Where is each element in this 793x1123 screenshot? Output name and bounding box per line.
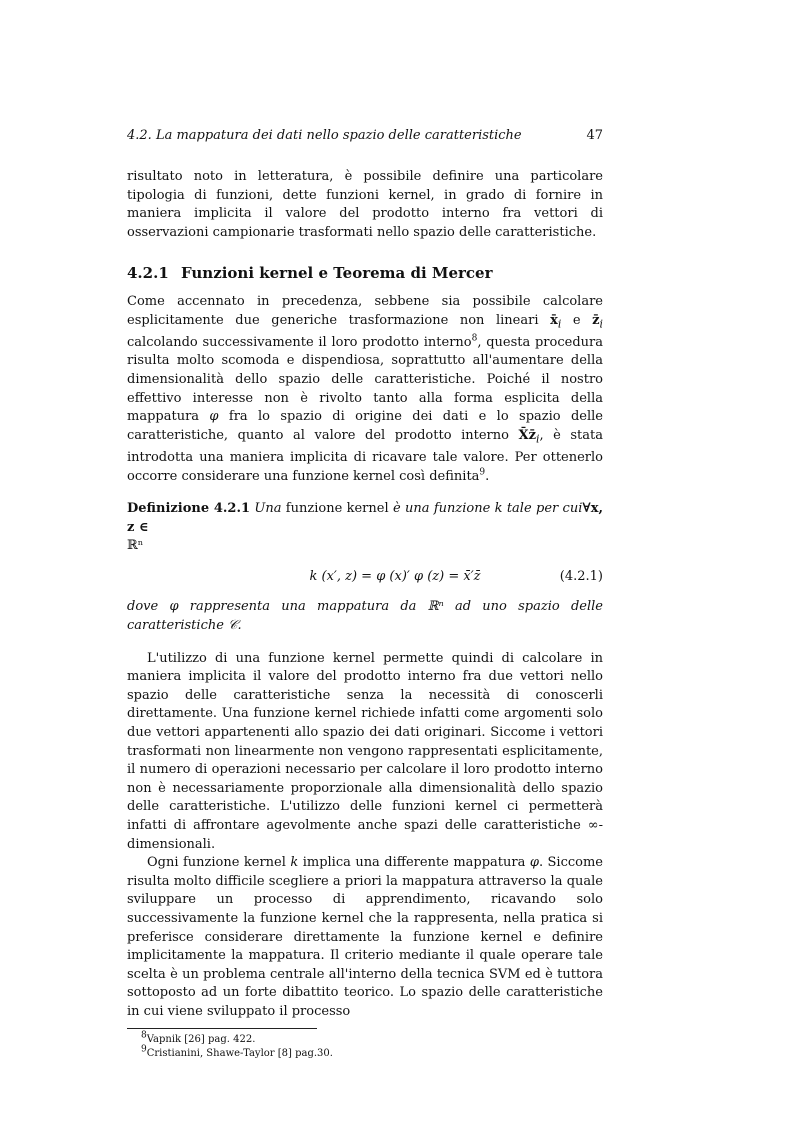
p1-and: e — [561, 312, 593, 328]
forall-expression: ∀x, z ∈ — [127, 501, 603, 535]
def-text-4: tale per cui — [502, 501, 583, 517]
running-header — [127, 128, 603, 143]
definition-statement — [127, 500, 603, 556]
footnotes — [127, 1028, 603, 1061]
subscript-i: i — [535, 432, 540, 446]
page-body — [127, 168, 603, 1061]
paragraph-1 — [127, 293, 603, 486]
p1-text-3: , questa procedura risulta molto scomoda e dispendiosa, soprattutto all'aumentare della dimensionalità dello spazio delle caratteristiche. Poiché il nostro effettivo interesse non è rivolto tanto alla forma esplicita della mappatura — [127, 334, 603, 425]
definition-label: Definizione 4.2.1 — [127, 501, 251, 517]
p1-text-1: Come accennato in precedenza, sebbene sia possibile calcolare esplicitamente due generiche trasformazione non lineari — [127, 293, 603, 328]
footnote-ref-9: 9 — [479, 467, 486, 478]
equation-4-2-1 — [127, 568, 603, 587]
k-symbol: k — [290, 855, 299, 871]
kernel-equation: k (x′, z) = φ (x)′ φ (z) = x̄′z̄ — [309, 568, 481, 584]
running-title: 4.2. La mappatura dei dati nello spazio delle caratteristiche — [127, 128, 522, 143]
subscript-i: i — [599, 317, 603, 331]
x-bar-symbol: x̄ — [550, 312, 558, 328]
footnote-rule — [127, 1028, 317, 1029]
paragraph-3 — [127, 854, 603, 1021]
p3-text-1: Ogni funzione kernel — [147, 855, 291, 871]
inner-product-symbol: X̄z̄ — [518, 427, 536, 443]
p1-text-4: fra lo spazio di origine dei dati e lo spazio delle caratteristiche, quanto al valore del prodotto interno — [127, 409, 603, 443]
p1-text-6: . — [485, 468, 490, 484]
intro-paragraph: risultato noto in letteratura, è possibile definire una particolare tipologia di funzioni, dette funzioni kernel, in grado di fornire in maniera implicita il valore del prodotto interno fra vettori di osservazioni campionarie trasformati nello spazio delle caratteristiche. — [127, 169, 603, 240]
k-symbol: k — [494, 501, 503, 517]
def-text-3: è una funzione — [392, 501, 495, 517]
subscript-i: i — [557, 317, 562, 331]
z-bar-symbol: z̄ — [592, 312, 600, 328]
footnote-text: Vapnik [26] pag. 422. — [146, 1033, 256, 1045]
equation-label: (4.2.1) — [559, 568, 603, 584]
p3-text-3: . Siccome risulta molto difficile scegliere a priori la mappatura attraverso la quale sviluppare un processo di apprendimento, ricavando solo successivamente la funzione kernel che la rappresenta, nella pratica si preferisce considerare direttamente la funzione kernel e definire implicitamente la mappatura. Il criterio mediante il quale operare tale scelta è un problema centrale all'interno della tecnica SVM ed è tuttora sottoposto ad un forte dibattito teorico. Lo spazio delle caratteristiche in cui viene sviluppato il processo — [127, 855, 603, 1019]
footnote-9 — [127, 1044, 603, 1061]
footnote-ref-8: 8 — [471, 333, 478, 344]
paragraph-2: L'utilizzo di una funzione kernel permette quindi di calcolare in maniera implicita il valore del prodotto interno fra due vettori nello spazio delle caratteristiche senza la necessità di conoscerli direttamente. Una funzione kernel richiede infatti come argomenti solo due vettori appartenenti allo spazio dei dati originari. Siccome i vettori trasformati non linearmente non vengono rappresentati esplicitamente, il numero di operazioni necessario per calcolare il loro prodotto interno non è necessariamente proporzionale alla dimensionalità dello spazio delle caratteristiche. L'utilizzo delle funzioni kernel ci permetterà infatti di affrontare agevolmente anche spazi delle caratteristiche ∞-dimensionali. — [127, 650, 603, 852]
footnote-mark: 9 — [141, 1044, 147, 1055]
section-title: Funzioni kernel e Teorema di Mercer — [181, 264, 493, 283]
def-text-2: funzione kernel — [281, 501, 393, 517]
definition-tail: dove φ rappresenta una mappatura da ℝⁿ ad uno spazio delle caratteristiche 𝒞. — [127, 599, 603, 634]
p1-text-5: , è stata introdotta una maniera implicita di ricavare tale valore. Per ottenerlo occorre considerare una funzione kernel così definita — [127, 427, 603, 484]
section-number: 4.2.1 — [127, 264, 169, 283]
footnote-text: Cristianini, Shawe-Taylor [8] pag.30. — [146, 1047, 333, 1059]
real-space-symbol: ℝⁿ — [127, 538, 144, 554]
definition-block — [127, 500, 603, 636]
section-heading — [127, 264, 603, 283]
footnote-mark: 8 — [141, 1030, 147, 1041]
footnote-8 — [127, 1030, 603, 1047]
phi-symbol: φ — [209, 409, 219, 425]
p3-text-2: implica una differente mappatura — [298, 855, 530, 871]
page-number: 47 — [586, 128, 603, 143]
def-text-1: Una — [254, 501, 282, 517]
p1-text-2: calcolando successivamente il loro prodotto interno — [127, 334, 472, 350]
phi-symbol: φ — [529, 855, 539, 871]
